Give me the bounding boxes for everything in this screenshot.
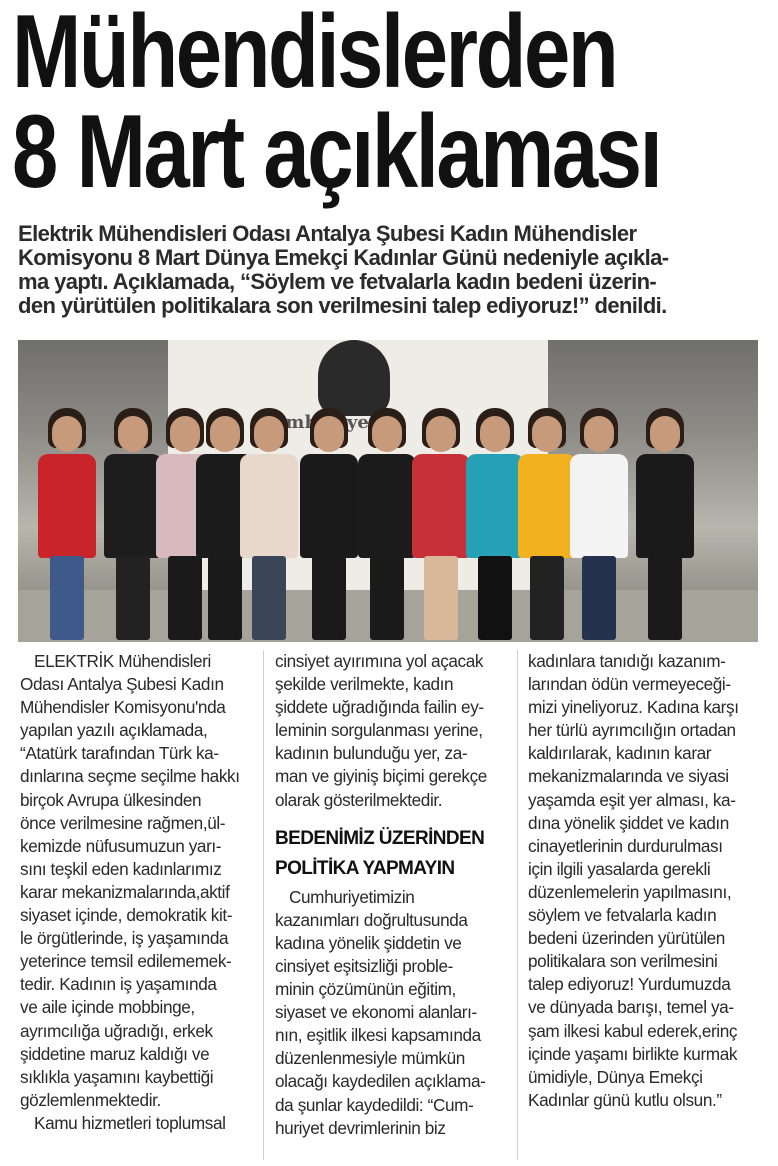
body-text-line: için ilgili yasalarda gerekli xyxy=(528,858,711,879)
body-text-line: Odası Antalya Şubesi Kadın xyxy=(20,674,224,695)
body-text-line: kemizde nüfusumuzun yarı- xyxy=(20,835,222,856)
body-text-line: düzenlemelerin yapılmasını, xyxy=(528,881,732,902)
body-text-line: yapılan yazılı açıklamada, xyxy=(20,720,208,741)
body-text-line: Mühendisler Komisyonu'nda xyxy=(20,697,226,718)
body-text-line: mekanizmalarında ve siyasi xyxy=(528,766,729,787)
column-divider xyxy=(517,650,518,1160)
body-text-line: ELEKTRİK Mühendisleri xyxy=(34,651,211,671)
body-text-line: yeterince temsil edilememek- xyxy=(20,951,232,972)
subheading-line-1: BEDENİMİZ ÜZERİNDEN xyxy=(275,827,485,849)
body-text-line: ayrımcılığa uğradığı, erkek xyxy=(20,1020,213,1041)
headline-line-2: 8 Mart açıklaması xyxy=(12,94,661,210)
lead-line: den yürütülen politikalara son verilmesini talep ediyoruz!” denildi. xyxy=(18,293,667,318)
body-text-line: şam ilkesi kabul ederek,erinç xyxy=(528,1020,738,1041)
body-text-line: Kamu hizmetleri toplumsal xyxy=(34,1112,226,1133)
body-text-line: her türlü ayrımcılığın ortadan xyxy=(528,720,736,741)
body-text-line: ve aile içinde mobbinge, xyxy=(20,997,195,1018)
body-text-line: karar mekanizmalarında,aktif xyxy=(20,881,230,902)
body-text-line: siyaset içinde, demokratik kit- xyxy=(20,905,233,926)
body-text-line: kadına yönelik şiddetin ve xyxy=(275,932,462,953)
body-text-line: cinayetlerinin durdurulması xyxy=(528,835,723,856)
body-text-line: olacağı kaydedilen açıklama- xyxy=(275,1071,486,1092)
body-text-line: siyaset ve ekonomi alanları- xyxy=(275,1002,477,1023)
body-text-line: şiddetine maruz kaldığı ve xyxy=(20,1043,210,1064)
body-text-line: cinsiyet ayırımına yol açacak xyxy=(275,651,484,671)
lead-line: ma yaptı. Açıklamada, “Söylem ve fetvalarla kadın bedeni üzerin- xyxy=(18,269,657,294)
lead-line: Komisyonu 8 Mart Dünya Emekçi Kadınlar Günü nedeniyle açıkla- xyxy=(18,245,669,270)
body-text-line: “Atatürk tarafından Türk ka- xyxy=(20,743,219,764)
body-text-line: bedeni üzerinden yürütülen xyxy=(528,928,725,949)
subheading-line-2: POLİTİKA YAPMAYIN xyxy=(275,857,455,879)
body-text-line: talep ediyoruz! Yurdumuzda xyxy=(528,974,731,995)
body-text-line: olarak gösterilmektedir. xyxy=(275,789,443,810)
headline xyxy=(12,0,661,210)
body-text-line: cinsiyet eşitsizliği proble- xyxy=(275,955,453,976)
body-text-line: dına yönelik şiddet ve kadın xyxy=(528,812,729,833)
group-photo xyxy=(18,340,758,642)
body-text-line: ümidiyle, Dünya Emekçi xyxy=(528,1066,703,1087)
body-text-line: kaldırılarak, kadının karar xyxy=(528,743,712,764)
article-column-3 xyxy=(528,650,768,1112)
body-text-line: sını teşkil eden kadınlarımız xyxy=(20,858,222,879)
body-text-line: sıklıkla yaşamını kaybettiği xyxy=(20,1066,214,1087)
body-text-line: şekilde verilmekte, kadın xyxy=(275,674,454,695)
body-text-line: leminin sorgulanması yerine, xyxy=(275,720,483,741)
body-text-line: yaşamda eşit yer alması, ka- xyxy=(528,789,736,810)
subheading xyxy=(275,824,515,884)
body-text-line: le örgütlerinde, iş yaşamında xyxy=(20,928,229,949)
body-text-line: man ve giyiniş biçimi gerekçe xyxy=(275,766,487,787)
body-text-line: dınlarına seçme seçilme hakkı xyxy=(20,766,240,787)
body-text-line: söylem ve fetvalarla kadın xyxy=(528,905,717,926)
body-text-line: birçok Avrupa ülkesinden xyxy=(20,789,202,810)
ataturk-silhouette xyxy=(318,340,390,416)
body-text-line: huriyet devrimlerinin biz xyxy=(275,1117,446,1138)
article-column-1 xyxy=(20,650,260,1135)
body-text-line: düzenlenmesiyle mümkün xyxy=(275,1048,465,1069)
body-text-line: gözlemlenmektedir. xyxy=(20,1089,161,1110)
body-text-line: içinde yaşamı birlikte kurmak xyxy=(528,1043,738,1064)
body-text-line: Kadınlar günü kutlu olsun.” xyxy=(528,1089,722,1110)
body-text-line: şiddete uğradığında failin ey- xyxy=(275,697,484,718)
body-text-line: ve dünyada barışı, temel ya- xyxy=(528,997,734,1018)
body-text-line: politikalara son verilmesini xyxy=(528,951,718,972)
lead-paragraph xyxy=(18,222,768,318)
body-text-line: larından ödün vermeyeceği- xyxy=(528,674,731,695)
body-text-line: minin çözümünün eğitim, xyxy=(275,979,456,1000)
body-text-line: Cumhuriyetimizin xyxy=(289,886,415,907)
lead-line: Elektrik Mühendisleri Odası Antalya Şubesi Kadın Mühendisler xyxy=(18,221,637,246)
headline-line-1: Mühendislerden xyxy=(12,0,617,110)
column-divider xyxy=(263,650,264,1160)
body-text-line: önce verilmesine rağmen,ül- xyxy=(20,812,226,833)
body-text-line: da şunlar kaydedildi: “Cum- xyxy=(275,1094,474,1115)
body-text-line: nın, eşitlik ilkesi kapsamında xyxy=(275,1025,481,1046)
article-column-2 xyxy=(275,650,515,1140)
body-text-line: kadının bulunduğu yer, za- xyxy=(275,743,468,764)
body-text-line: tedir. Kadının iş yaşamında xyxy=(20,974,217,995)
body-text-line: mizi yineliyoruz. Kadına karşı xyxy=(528,697,739,718)
body-text-line: kadınlara tanıdığı kazanım- xyxy=(528,651,726,671)
body-text-line: kazanımları doğrultusunda xyxy=(275,909,468,930)
